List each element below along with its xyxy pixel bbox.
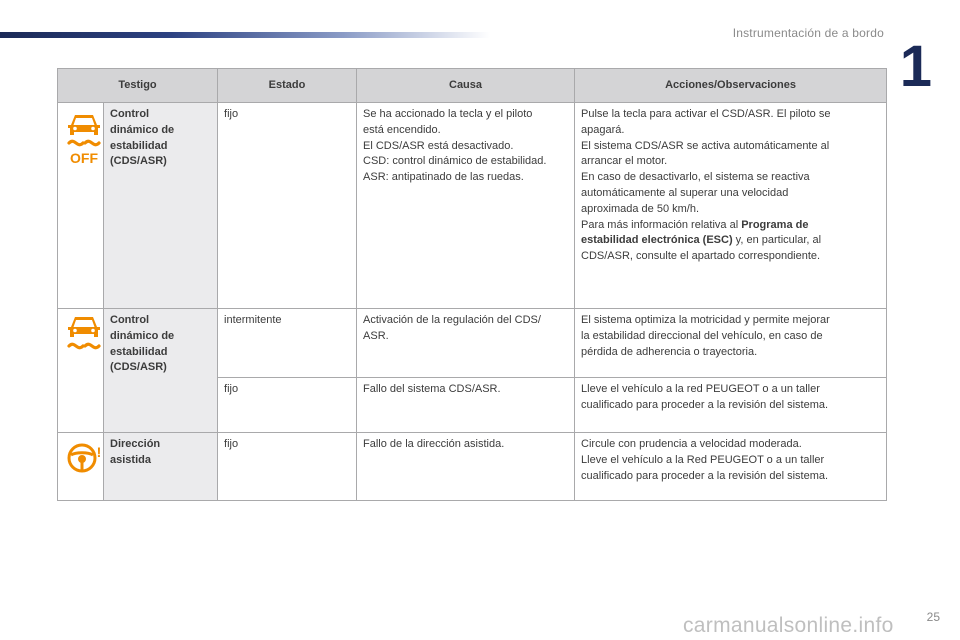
estado-cell: intermitente <box>218 309 357 378</box>
table-row <box>58 103 887 309</box>
power-steering-warning-icon <box>64 437 104 477</box>
causa-cell: Fallo de la dirección asistida. <box>357 433 575 501</box>
esc-off-icon <box>64 107 104 165</box>
causa-cell: Activación de la regulación del CDS/ ASR. <box>357 309 575 378</box>
estado-cell: fijo <box>218 103 357 309</box>
causa-cell: Se ha accionado la tecla y el piloto está encendido. El CDS/ASR está desactivado. CSD: control dinámico de estabilidad. ASR: antipatinado de las ruedas. <box>357 103 575 309</box>
header-gradient-bar <box>0 32 490 38</box>
svg-text:!: ! <box>96 444 102 460</box>
section-title: Instrumentación de a bordo <box>732 26 884 40</box>
icon-cell <box>58 103 104 309</box>
icon-cell <box>58 309 104 433</box>
table-header-row <box>58 69 887 103</box>
estado-cell: fijo <box>218 378 357 433</box>
acciones-cell: Circule con prudencia a velocidad moderada. Lleve el vehículo a la Red PEUGEOT o a un taller cualificado para proceder a la revisión del sistema. <box>575 433 887 501</box>
column-header-acciones: Acciones/Observaciones <box>575 69 887 103</box>
column-header-testigo: Testigo <box>58 69 218 103</box>
acciones-cell: Lleve el vehículo a la red PEUGEOT o a un taller cualificado para proceder a la revisión del sistema. <box>575 378 887 433</box>
esc-icon <box>64 313 104 357</box>
acciones-cell: Pulse la tecla para activar el CSD/ASR. El piloto se apagará. El sistema CDS/ASR se activa automáticamente al arrancar el motor. En caso de desactivarlo, el sistema se reactiva automáticamente al superar una velocidad aproximada de 50 km/h. Para más información relativa al Programa de estabilidad electrónica (ESC) y, en particular, al CDS/ASR, consulte el apartado correspondiente. <box>575 103 887 309</box>
watermark: carmanualsonline.info <box>683 614 894 637</box>
esc-reference-link-text: Programa de <box>741 218 809 231</box>
table-row <box>58 309 887 378</box>
icon-cell <box>58 433 104 501</box>
column-header-estado: Estado <box>218 69 357 103</box>
page-number: 25 <box>926 610 940 624</box>
table-row <box>58 433 887 501</box>
chapter-number: 1 <box>899 34 932 99</box>
estado-cell: fijo <box>218 433 357 501</box>
warning-lights-table <box>57 68 887 501</box>
acciones-cell: El sistema optimiza la motricidad y permite mejorar la estabilidad direccional del vehículo, en caso de pérdida de adherencia o trayectoria. <box>575 309 887 378</box>
causa-cell: Fallo del sistema CDS/ASR. <box>357 378 575 433</box>
testigo-name: Dirección asistida <box>104 433 218 501</box>
svg-text:OFF: OFF <box>70 150 98 165</box>
testigo-name: Control dinámico de estabilidad (CDS/ASR) <box>104 103 218 309</box>
testigo-name: Control dinámico de estabilidad (CDS/ASR) <box>104 309 218 433</box>
column-header-causa: Causa <box>357 69 575 103</box>
